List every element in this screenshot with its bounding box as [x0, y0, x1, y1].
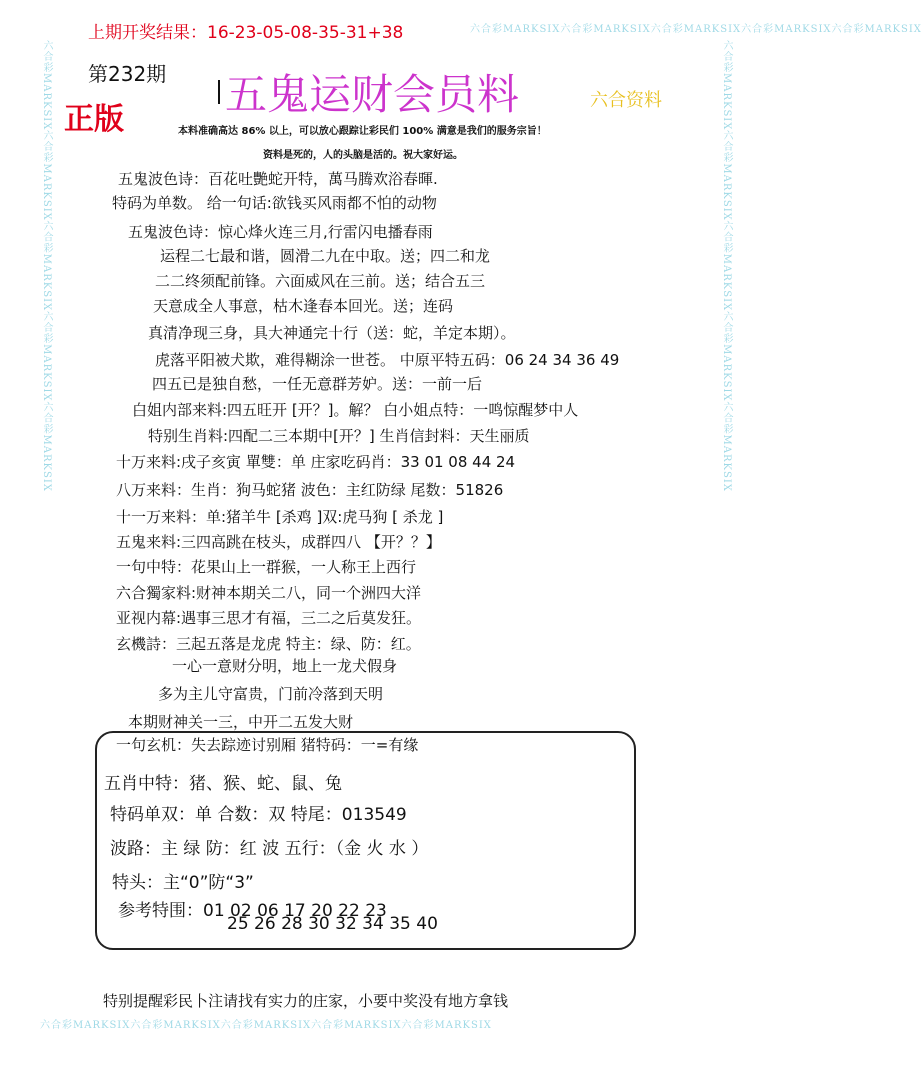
content-line: 二二终须配前锋。六面威风在三前。送；结合五三 — [155, 272, 486, 290]
content-line: 五鬼来料:三四高跳在枝头，成群四八 【开？？】 — [116, 533, 441, 551]
content-line: 十一万来料：单:猪羊牛 [杀鸡 ]双:虎马狗 [ 杀龙 ] — [116, 508, 444, 526]
last-result: 上期开奖结果：16-23-05-08-35-31+38 — [88, 23, 404, 43]
content-line: 玄機詩：三起五落是龙虎 特主：绿、防：红。 — [116, 635, 421, 653]
issue-number: 第232期 — [88, 62, 167, 86]
content-line: 八万来料：生肖：狗马蛇猪 波色：主红防绿 尾数：51826 — [116, 481, 504, 499]
content-line: 五鬼波色诗：惊心烽火连三月,行雷闪电播春雨 — [128, 223, 433, 241]
watermark-left: 六合彩MARKSIX六合彩MARKSIX六合彩MARKSIX六合彩MARKSIX六合彩MARKSIX — [41, 40, 52, 492]
content-line: 真清净现三身，具大神通完十行（送：蛇，羊定本期）。 — [148, 324, 516, 342]
main-title: 五鬼运财会员料 — [225, 70, 520, 119]
box-line: 五肖中特：猪、猴、蛇、鼠、兔 — [104, 774, 342, 794]
box-line: 特头：主“0”防“3” — [112, 873, 254, 893]
content-line: 十万来料:戌子亥寅 單雙：单 庄家吃码肖：33 01 08 44 24 — [116, 453, 516, 471]
content-line: 四五已是独自愁，一任无意群芳妒。送：一前一后 — [152, 375, 483, 393]
watermark-bottom: 六合彩MARKSIX六合彩MARKSIX六合彩MARKSIX六合彩MARKSIX六合彩MARKSIX — [40, 1020, 492, 1031]
content-line: 特码为单数。 给一句话:欲钱买风雨都不怕的动物 — [112, 194, 437, 212]
title-bar-divider — [218, 80, 220, 104]
side-tag: 六合资料 — [590, 90, 662, 111]
content-line: 运程二七最和谐，圆滑二九在中取。送；四二和龙 — [160, 247, 491, 265]
content-line: 一句中特：花果山上一群猴，一人称王上西行 — [116, 558, 417, 576]
tagline-2: 资料是死的，人的头脑是活的。祝大家好运。 — [263, 150, 463, 161]
tagline-1: 本料准确高达 86% 以上，可以放心跟踪让彩民们 100% 满意是我们的服务宗旨！ — [178, 126, 547, 137]
content-line: 天意成全人事意，枯木逢春本回光。送；连码 — [153, 297, 454, 315]
watermark-right: 六合彩MARKSIX六合彩MARKSIX六合彩MARKSIX六合彩MARKSIX六合彩MARKSIX — [721, 40, 732, 492]
box-line: 特码单双：单 合数：双 特尾：013549 — [110, 805, 407, 825]
box-line: 一句玄机：失去踪迹讨别厢 猪特码：一=有缘 — [116, 736, 419, 754]
zhengban-label: 正版 — [64, 102, 124, 137]
content-line: 特别生肖料:四配二三本期中[开？] 生肖信封料：天生丽质 — [148, 427, 530, 445]
content-line: 虎落平阳被犬欺，难得糊涂一世苍。 中原平特五码：06 24 34 36 49 — [155, 351, 620, 369]
content-line: 多为主儿守富贵，门前冷落到天明 — [158, 685, 384, 703]
watermark-top: 六合彩MARKSIX六合彩MARKSIX六合彩MARKSIX六合彩MARKSIX六合彩MARKSIX — [470, 24, 922, 35]
content-line: 一心一意财分明，地上一龙犬假身 — [172, 657, 398, 675]
content-line: 亚视内幕:遇事三思才有福，三二之后莫发狂。 — [116, 609, 422, 627]
box-line: 参考特围：01 02 06 17 20 22 23 — [118, 901, 387, 921]
content-line: 六合獨家料:财神本期关二八，同一个洲四大洋 — [116, 584, 422, 602]
content-line: 本期财神关一三，中开二五发大财 — [128, 713, 354, 731]
footer-notice: 特别提醒彩民卜注请找有实力的庄家，小要中奖没有地方拿钱 — [103, 992, 509, 1010]
content-line: 白姐内部来料:四五旺开 [开？]。解？ 白小姐点特：一鸣惊醒梦中人 — [132, 401, 579, 419]
content-line: 五鬼波色诗：百花吐艷蛇开特，萬马腾欢浴春暉. — [118, 170, 438, 188]
box-line: 波路：主 绿 防：红 波 五行：（金 火 水 ） — [110, 839, 429, 859]
box-line: 25 26 28 30 32 34 35 40 — [227, 914, 438, 934]
